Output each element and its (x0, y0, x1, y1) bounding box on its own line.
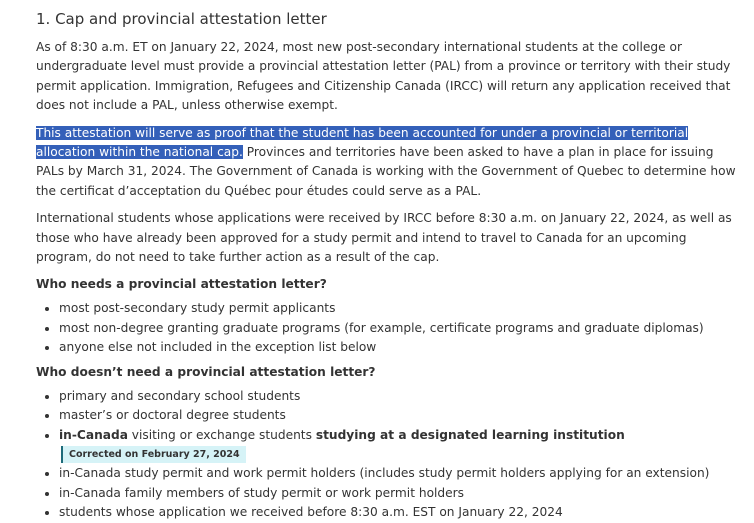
correction-badge: Corrected on February 27, 2024 (61, 446, 246, 463)
list-item: • anyone else not included in the exception list below (59, 338, 740, 357)
section-title: 1. Cap and provincial attestation letter (36, 10, 327, 28)
list-item: • primary and secondary school students (59, 387, 740, 406)
list-item: • in-Canada family members of study permit or work permit holders (59, 484, 740, 503)
list-item: • most post-secondary study permit applicants (59, 299, 740, 318)
dli-bold: studying at a designated learning institution (315, 427, 625, 442)
list-item: • most non-degree granting graduate programs (for example, certificate programs and graduate diplomas) (59, 319, 740, 338)
list-item: • master’s or doctoral degree students (59, 406, 740, 425)
intro-paragraph: As of 8:30 a.m. ET on January 22, 2024, most new post-secondary international students at the college or undergraduate level must provide a provincial attestation letter (PAL) from a province or territory with their study permit application. Immigration, Refugees and Citizenship Canada (IRCC) will return any application received that does not include a PAL, unless otherwise exempt. (36, 40, 731, 113)
list-item: • students whose application we received before 8:30 a.m. EST on January 22, 2024 (59, 503, 740, 522)
who-needs-list (36, 299, 740, 357)
list-item (59, 426, 740, 465)
attestation-paragraph-rest: Provinces and territories have been asked to have a plan in place for issuing PALs by March 31, 2024. The Government of Canada is working with the Government of Quebec to determine how the certificat d’acceptation du Québec pour études could serve as a PAL. (36, 145, 736, 198)
visiting-text: visiting or exchange students (127, 427, 316, 442)
who-needs-heading: Who needs a provincial attestation letter? (36, 277, 327, 292)
who-doesnt-list (36, 387, 740, 523)
attestation-paragraph (36, 124, 740, 202)
who-doesnt-heading: Who doesn’t need a provincial attestation letter? (36, 364, 376, 379)
selected-text[interactable]: This attestation will serve as proof that the student has been accounted for under a provincial or territorial allocation within the national cap. (36, 125, 689, 160)
in-canada-bold: in-Canada (59, 427, 128, 442)
list-item: • in-Canada study permit and work permit holders (includes study permit holders applying for an extension) (59, 464, 740, 483)
prior-applications-paragraph: International students whose applications were received by IRCC before 8:30 a.m. on January 22, 2024, as well as those who have already been approved for a study permit and intend to travel to Canada for an upcoming program, do not need to take further action as a result of the cap. (36, 211, 732, 265)
